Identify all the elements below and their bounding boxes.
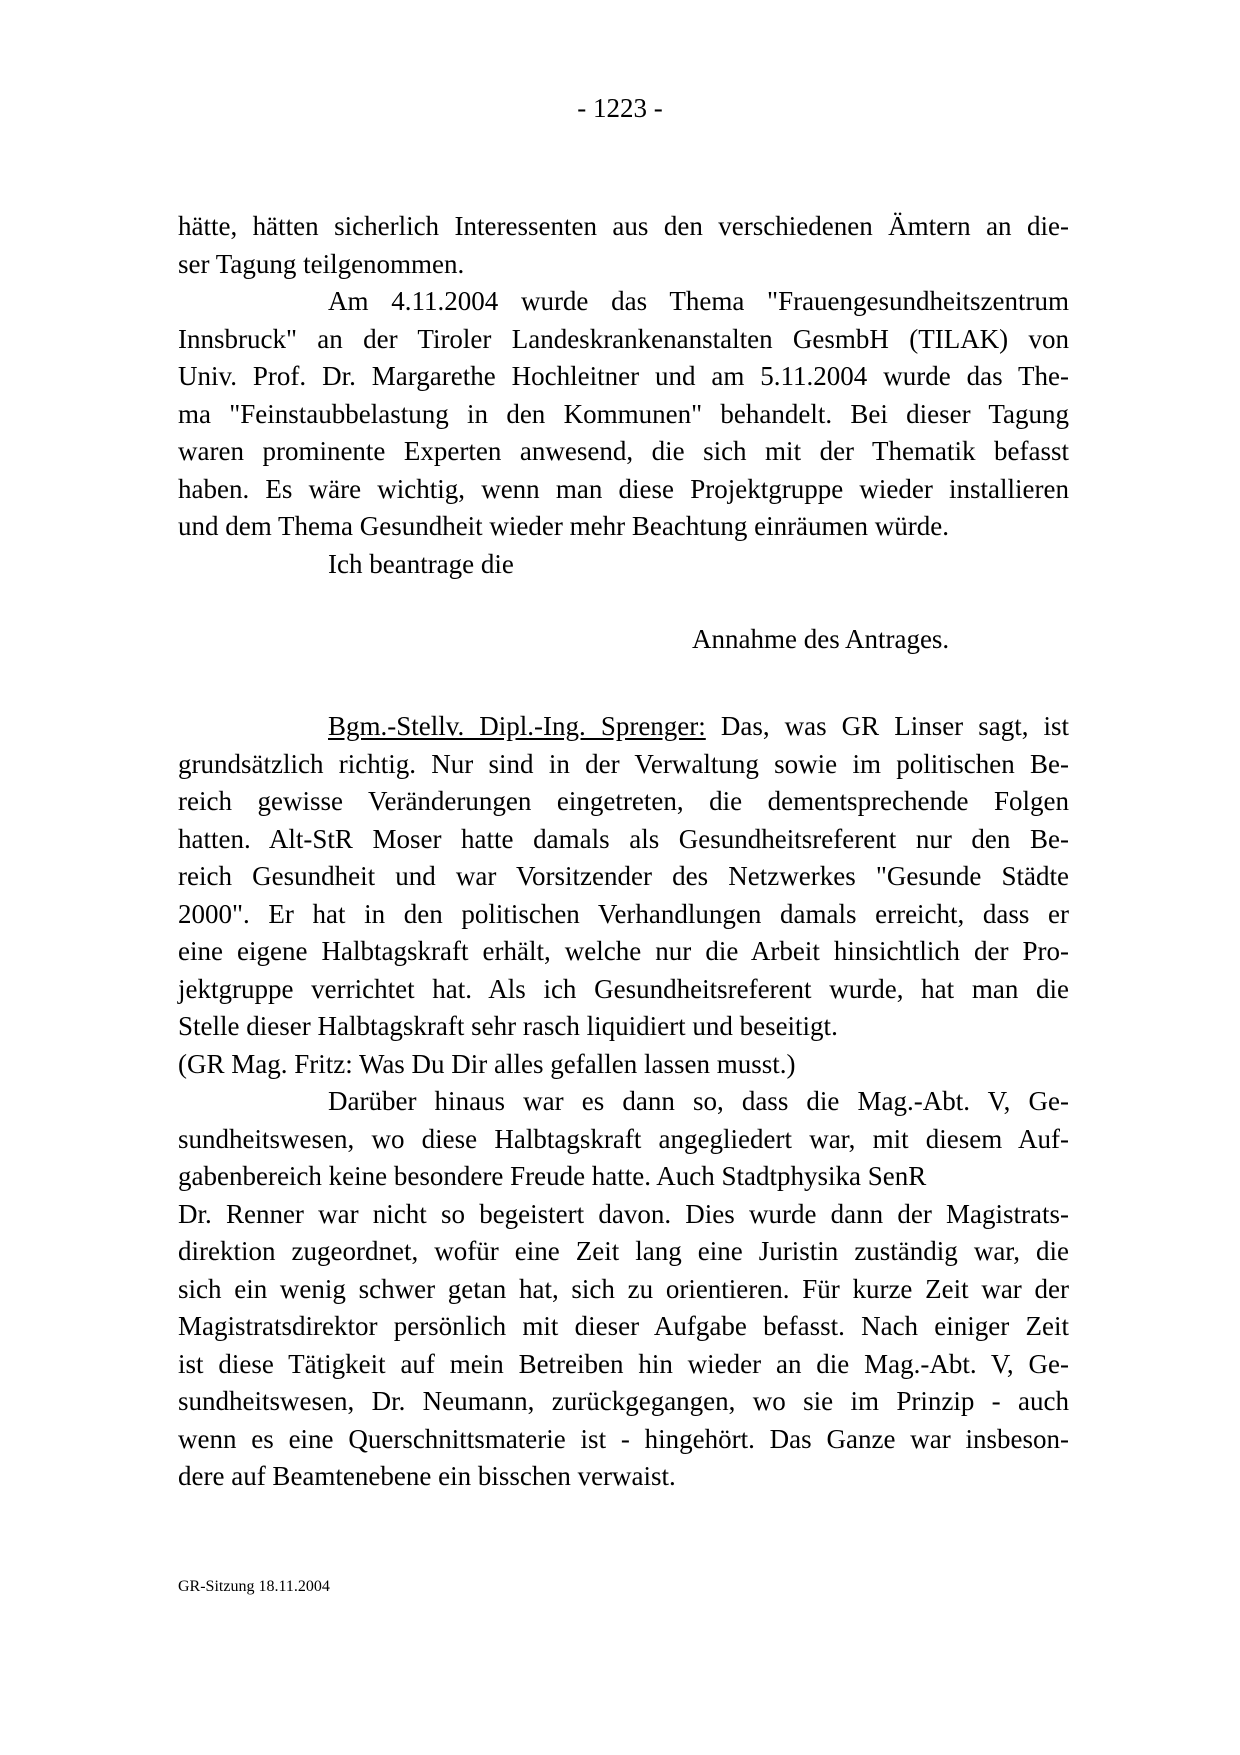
text-line: reich Gesundheit und war Vorsitzender des Netzwerkes "Gesunde Städte — [178, 861, 1069, 891]
text-line: sich ein wenig schwer getan hat, sich zu orientieren. Für kurze Zeit war der — [178, 1273, 1069, 1304]
text-line: Dr. Renner war nicht so begeistert davon. Dies wurde dann der Magistrats- — [178, 1198, 1069, 1229]
speaker-line — [178, 708, 1069, 746]
footer-session-date: GR-Sitzung 18.11.2004 — [178, 1578, 330, 1595]
text-line: Univ. Prof. Dr. Margarethe Hochleitner und am 5.11.2004 wurde das The- — [178, 361, 1069, 391]
text-line: haben. Es wäre wichtig, wenn man diese Projektgruppe wieder installieren — [178, 473, 1069, 504]
text-line: hatten. Alt-StR Moser hatte damals als Gesundheitsreferent nur den Be- — [178, 823, 1069, 854]
motion-line: Annahme des Antrages. — [692, 623, 950, 654]
interjection-line: (GR Mag. Fritz: Was Du Dir alles gefallen lassen musst.) — [178, 1048, 796, 1079]
text-line: ist diese Tätigkeit auf mein Betreiben hin wieder an die Mag.-Abt. V, Ge- — [178, 1348, 1069, 1379]
text-line: jektgruppe verrichtet hat. Als ich Gesundheitsreferent wurde, hat man die — [178, 973, 1069, 1004]
text-line: sundheitswesen, wo diese Halbtagskraft angegliedert war, mit diesem Auf- — [178, 1123, 1069, 1154]
text-line: eine eigene Halbtagskraft erhält, welche nur die Arbeit hinsichtlich der Pro- — [178, 936, 1069, 966]
text-line: direktion zugeordnet, wofür eine Zeit lang eine Juristin zuständig war, die — [178, 1236, 1069, 1266]
text-line: grundsätzlich richtig. Nur sind in der Verwaltung sowie im politischen Be- — [178, 748, 1069, 779]
text-line: und dem Thema Gesundheit wieder mehr Beachtung einräumen würde. — [178, 511, 950, 541]
text-line: hätte, hätten sicherlich Interessenten aus den verschiedenen Ämtern an die- — [178, 211, 1069, 241]
text-line: Innsbruck" an der Tiroler Landeskrankenanstalten GesmbH (TILAK) von — [178, 323, 1069, 354]
text-line: Stelle dieser Halbtagskraft sehr rasch liquidiert und beseitigt. — [178, 1011, 838, 1041]
paragraph-block-2 — [178, 708, 1069, 1496]
text-line: Ich beantrage die — [328, 548, 514, 579]
text-line: gabenbereich keine besondere Freude hatte. Auch Stadtphysika SenR — [178, 1161, 927, 1191]
text-line: waren prominente Experten anwesend, die sich mit der Thematik befasst — [178, 436, 1069, 466]
text-line: wenn es eine Querschnittsmaterie ist - hingehört. Das Ganze war insbeson- — [178, 1423, 1069, 1454]
spacer — [178, 583, 1069, 621]
text-line: Magistratsdirektor persönlich mit dieser Aufgabe befasst. Nach einiger Zeit — [178, 1311, 1069, 1341]
text-line: Darüber hinaus war es dann so, dass die Mag.-Abt. V, Ge- — [328, 1086, 1069, 1116]
text-line: ma "Feinstaubbelastung in den Kommunen" behandelt. Bei dieser Tagung — [178, 398, 1069, 429]
page-number: - 1223 - — [577, 93, 663, 123]
text-line: sundheitswesen, Dr. Neumann, zurückgegangen, wo sie im Prinzip - auch — [178, 1386, 1069, 1416]
speaker-text: Das, was GR Linser sagt, ist — [720, 711, 1070, 741]
text-line: dere auf Beamtenebene ein bisschen verwaist. — [178, 1461, 676, 1491]
paragraph-block-1 — [178, 208, 1069, 658]
text-line: Am 4.11.2004 wurde das Thema "Frauengesundheitszentrum — [328, 286, 1069, 316]
text-line: reich gewisse Veränderungen eingetreten, die dementsprechende Folgen — [178, 786, 1069, 816]
speaker-name: Bgm.-Stellv. Dipl.-Ing. Sprenger: — [328, 711, 706, 741]
text-line: ser Tagung teilgenommen. — [178, 248, 465, 279]
text-line: 2000". Er hat in den politischen Verhandlungen damals erreicht, dass er — [178, 898, 1069, 929]
